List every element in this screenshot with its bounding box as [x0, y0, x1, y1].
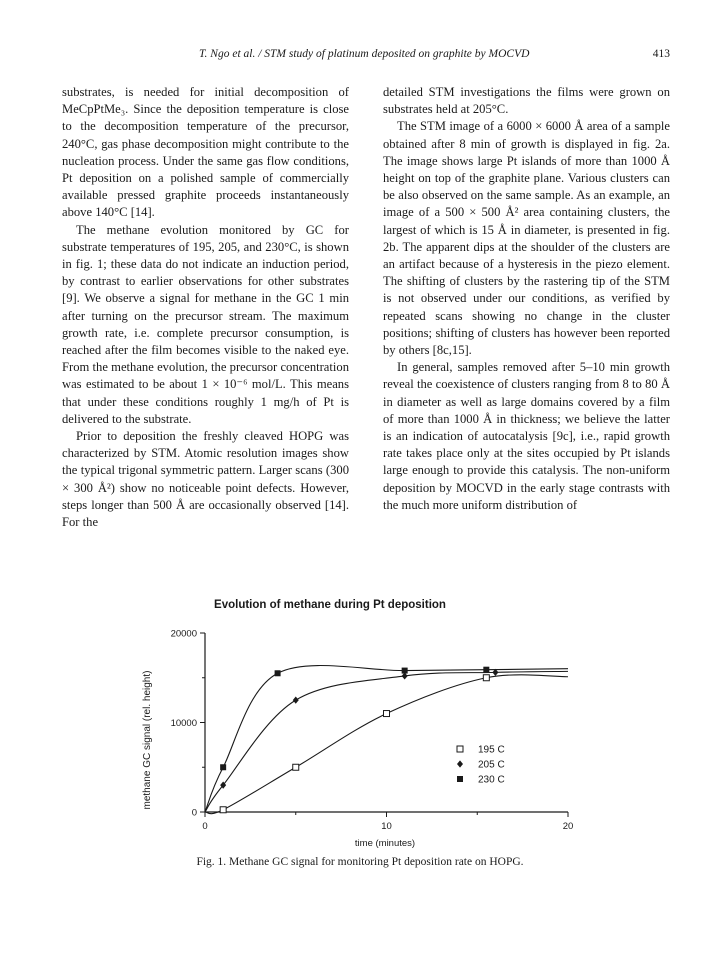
- y-tick-label: 10000: [170, 718, 197, 729]
- paragraph: The methane evolution monitored by GC for substrate temperatures of 195, 205, and 230°C, is shown in fig. 1; these data do not indicate an induction period, by contrast to earlier observations for other substrates [9]. We observe a signal for methane in the GC 1 min after turning on the precursor stream. The maximum growth rate, i.e. complete precursor consumption, is reached after the film becomes visible to the naked eye. From the methane evolution, the precursor concentration was estimated to be about 1 × 10⁻⁶ mol/L. This means that under these conditions roughly 1 mg/h of Pt is delivered to the substrate.: [62, 222, 349, 426]
- running-header: [62, 48, 670, 66]
- x-tick-label: 10: [381, 821, 392, 832]
- x-tick-label: 20: [562, 821, 574, 832]
- page-number: 413: [652, 48, 670, 60]
- paragraph: detailed STM investigations the films were grown on substrates held at 205°C.: [383, 85, 670, 117]
- data-point-filled-square: [402, 668, 408, 674]
- legend-label: 195 C: [478, 744, 505, 756]
- y-axis-label: methane GC signal (rel. height): [142, 670, 153, 810]
- series-line: [205, 666, 568, 812]
- data-point-filled-square: [457, 776, 463, 782]
- data-point-open-square: [220, 807, 226, 813]
- data-point-diamond: [457, 760, 463, 767]
- data-point-open-square: [384, 711, 390, 717]
- x-axis-label: time (minutes): [354, 838, 416, 849]
- paragraph: The STM image of a 6000 × 6000 Å area of a sample obtained after 8 min of growth is displayed in fig. 2a. The image shows large Pt islands of more than 1000 Å height on top of the graphite plane. Various clusters can be also observed on the same sample. As an example, an image of a 500 × 500 Å² area containing clusters, the largest of which is 15 Å in diameter, is presented in fig. 2b. The apparent dips at the shoulder of the clusters are an artifact because of a hysteresis in the piezo element. The shifting of clusters by the rastering tip of the STM is not observed under our conditions, as verified by repeated scans showing no change in the cluster positions; shifting of clusters has however been reported by others [8c,15].: [383, 119, 670, 358]
- data-point-filled-square: [275, 670, 281, 676]
- data-point-filled-square: [483, 667, 489, 673]
- series-230-c: [205, 666, 568, 812]
- figure-caption: Fig. 1. Methane GC signal for monitoring Pt deposition rate on HOPG.: [196, 856, 524, 868]
- series-line: [205, 675, 568, 814]
- x-tick-label: 0: [202, 821, 208, 832]
- data-point-open-square: [293, 764, 299, 770]
- y-tick-label: 20000: [170, 628, 197, 640]
- data-point-filled-square: [220, 764, 226, 770]
- paragraph: Prior to deposition the freshly cleaved HOPG was characterized by STM. Atomic resolution images show the typical trigonal symmetric pattern. Larger scans (300 × 300 Å²) show no noticeable point defects. However, steps longer than 500 Å are occasionally observed [14]. For the: [62, 429, 349, 530]
- chart-title: Evolution of methane during Pt deposition: [214, 599, 446, 611]
- right-column: [383, 84, 670, 514]
- data-point-diamond: [293, 697, 299, 704]
- left-column: [62, 84, 349, 531]
- data-point-open-square: [483, 675, 489, 681]
- y-tick-label: 0: [191, 807, 197, 819]
- methane-chart: [100, 590, 620, 850]
- body-text: [62, 84, 670, 564]
- series-195-c: [205, 675, 568, 814]
- legend-label: 230 C: [478, 774, 505, 786]
- data-point-open-square: [457, 746, 463, 752]
- paragraph: substrates, is needed for initial decomposition of MeCpPtMe₃. Since the deposition temperature is close to the decomposition temperature of the precursor, 240°C, gas phase decomposition might contribute to the nucleation process. Under the same gas flow conditions, Pt deposition on a polished sample of commercially available pressed graphite proceeds instantaneously above 140°C [14].: [62, 85, 349, 220]
- paragraph: In general, samples removed after 5–10 min growth reveal the coexistence of clusters ranging from 8 to 80 Å in diameter as well as large domains covered by a film of more than 1000 Å in thickness; we believe the latter is an indication of autocatalysis [9c], i.e., rapid growth rate takes place only at the sites occupied by Pt islands large enough to provide this catalysis. The non-uniform deposition by MOCVD in the early stage contrasts with the much more uniform distribution of: [383, 360, 670, 512]
- series-line: [205, 671, 568, 812]
- figure-1: [100, 590, 620, 880]
- running-title: T. Ngo et al. / STM study of platinum deposited on graphite by MOCVD: [199, 48, 530, 60]
- legend-label: 205 C: [478, 759, 505, 771]
